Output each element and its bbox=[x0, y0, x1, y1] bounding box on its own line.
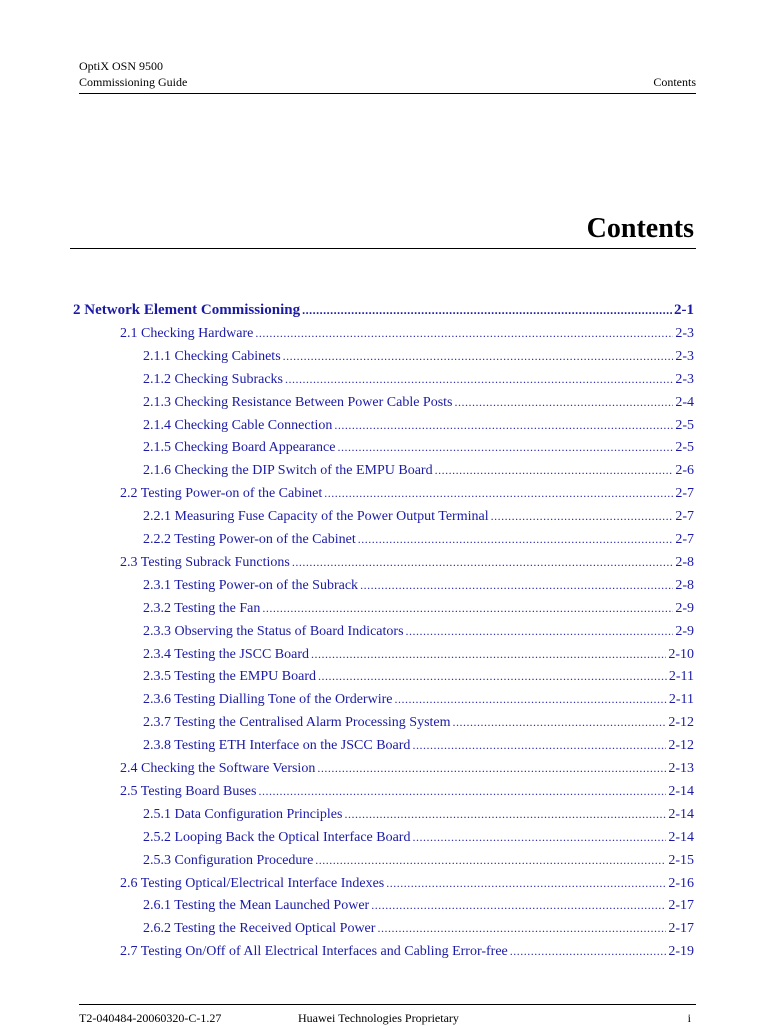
toc-dot-leader bbox=[386, 872, 666, 894]
toc-dot-leader bbox=[315, 849, 666, 871]
page-title: Contents bbox=[586, 213, 694, 244]
toc-dot-leader bbox=[435, 459, 674, 481]
toc-entry-label: 2.1.2 Checking Subracks bbox=[143, 371, 283, 387]
toc-entry-page: 2-7 bbox=[675, 509, 694, 525]
toc-entry-label: 2.5.2 Looping Back the Optical Interface Board bbox=[143, 829, 411, 845]
toc-entry-label: 2.3.4 Testing the JSCC Board bbox=[143, 646, 309, 662]
toc-entry[interactable] bbox=[143, 917, 694, 940]
toc-entry-page: 2-8 bbox=[675, 577, 694, 593]
footer-doc-id: T2-040484-20060320-C-1.27 bbox=[79, 1011, 222, 1025]
toc-entry[interactable] bbox=[120, 940, 694, 963]
toc-entry-page: 2-4 bbox=[675, 394, 694, 410]
toc-entry-page: 2-11 bbox=[668, 692, 694, 708]
toc-dot-leader bbox=[262, 597, 673, 619]
toc-entry-page: 2-14 bbox=[668, 783, 694, 799]
toc-dot-leader bbox=[285, 368, 673, 390]
toc-dot-leader bbox=[255, 322, 673, 344]
toc-entry-page: 2-15 bbox=[668, 852, 694, 868]
toc-entry-label: 2.5.3 Configuration Procedure bbox=[143, 852, 314, 868]
toc-entry-page: 2-19 bbox=[668, 944, 694, 960]
toc-dot-leader bbox=[258, 780, 666, 802]
toc-dot-leader bbox=[360, 574, 673, 596]
toc-entry-page: 2-14 bbox=[668, 806, 694, 822]
toc-entry-label: 2.3.7 Testing the Centralised Alarm Processing System bbox=[143, 715, 451, 731]
toc-entry-page: 2-5 bbox=[675, 417, 694, 433]
title-divider bbox=[70, 248, 696, 249]
toc-entry[interactable] bbox=[143, 391, 694, 414]
toc-entry[interactable] bbox=[143, 528, 694, 551]
toc-entry-label: 2.1.1 Checking Cabinets bbox=[143, 348, 281, 364]
toc-dot-leader bbox=[455, 391, 674, 413]
toc-dot-leader bbox=[317, 757, 666, 779]
toc-dot-leader bbox=[292, 551, 673, 573]
toc-dot-leader bbox=[377, 917, 666, 939]
toc-entry-page: 2-14 bbox=[668, 829, 694, 845]
toc-dot-leader bbox=[302, 299, 672, 321]
toc-entry[interactable] bbox=[120, 780, 694, 803]
toc-entry-label: 2.2.2 Testing Power-on of the Cabinet bbox=[143, 532, 356, 547]
toc-dot-leader bbox=[318, 665, 667, 687]
toc-dot-leader bbox=[334, 414, 673, 436]
toc-entry-label: 2.6 Testing Optical/Electrical Interface Indexes bbox=[120, 875, 385, 891]
toc-entry[interactable] bbox=[143, 436, 694, 459]
footer-company: Huawei Technologies Proprietary bbox=[298, 1011, 459, 1025]
toc-entry-page: 2-6 bbox=[675, 463, 694, 479]
toc-dot-leader bbox=[344, 803, 666, 825]
toc-entry-label: 2.6.1 Testing the Mean Launched Power bbox=[143, 898, 370, 914]
toc-entry[interactable] bbox=[143, 894, 694, 917]
toc-entry[interactable] bbox=[120, 322, 694, 345]
toc-entry[interactable] bbox=[143, 665, 694, 688]
header-section: Contents bbox=[653, 75, 696, 89]
toc-entry[interactable] bbox=[143, 803, 694, 826]
toc-entry[interactable] bbox=[143, 688, 694, 711]
toc-dot-leader bbox=[412, 826, 666, 848]
toc-entry-page: 2-10 bbox=[668, 646, 694, 662]
toc-entry-page: 2-1 bbox=[674, 302, 694, 318]
toc-entry[interactable] bbox=[143, 368, 694, 391]
toc-entry-label: 2.3.3 Observing the Status of Board Indicators bbox=[143, 623, 404, 639]
toc-dot-leader bbox=[324, 482, 673, 504]
toc-entry-label: 2.3.6 Testing Dialling Tone of the Orderwire bbox=[143, 692, 393, 708]
toc-dot-leader bbox=[394, 688, 666, 710]
toc-entry[interactable] bbox=[143, 459, 694, 482]
header-product: OptiX OSN 9500 bbox=[79, 59, 164, 73]
toc-entry-page: 2-3 bbox=[675, 325, 694, 341]
toc-entry-label: 2.5 Testing Board Buses bbox=[120, 783, 257, 799]
toc-entry-page: 2-9 bbox=[675, 600, 694, 616]
toc-entry[interactable] bbox=[143, 414, 694, 437]
toc-entry[interactable] bbox=[143, 734, 694, 757]
toc-entry-label: 2.3.8 Testing ETH Interface on the JSCC Board bbox=[143, 738, 411, 754]
toc-entry-label: 2.6.2 Testing the Received Optical Power bbox=[143, 921, 376, 937]
toc-entry-page: 2-7 bbox=[675, 486, 694, 502]
toc-entry[interactable] bbox=[73, 299, 694, 321]
toc-entry-label: 2.1 Checking Hardware bbox=[120, 325, 254, 341]
toc-entry[interactable] bbox=[143, 597, 694, 620]
toc-dot-leader bbox=[491, 505, 674, 527]
toc-entry[interactable] bbox=[120, 757, 694, 780]
toc-entry[interactable] bbox=[120, 551, 694, 574]
toc-entry-label: 2.1.4 Checking Cable Connection bbox=[143, 417, 333, 433]
header-guide: Commissioning Guide bbox=[79, 75, 188, 89]
toc-entry-label: 2.2.1 Measuring Fuse Capacity of the Power Output Terminal bbox=[143, 509, 489, 525]
toc-entry-page: 2-13 bbox=[668, 761, 694, 776]
toc-entry-label: 2.7 Testing On/Off of All Electrical Interfaces and Cabling Error-free bbox=[120, 944, 508, 960]
toc-entry-page: 2-12 bbox=[668, 738, 694, 754]
toc-dot-leader bbox=[453, 711, 667, 733]
toc-entry-label: 2.1.5 Checking Board Appearance bbox=[143, 440, 336, 456]
toc-entry[interactable] bbox=[143, 345, 694, 368]
page-header bbox=[79, 58, 696, 94]
page-footer bbox=[79, 1004, 696, 1025]
toc-entry-label: 2 Network Element Commissioning bbox=[73, 302, 301, 318]
toc-entry-label: 2.4 Checking the Software Version bbox=[120, 761, 316, 776]
toc-entry-page: 2-16 bbox=[668, 875, 694, 891]
toc-entry-page: 2-17 bbox=[668, 921, 694, 937]
toc-entry-label: 2.3.1 Testing Power-on of the Subrack bbox=[143, 577, 359, 593]
toc-entry-label: 2.3.2 Testing the Fan bbox=[143, 600, 261, 616]
header-left bbox=[79, 58, 187, 90]
toc-entry-page: 2-11 bbox=[668, 669, 694, 685]
toc-entry[interactable] bbox=[143, 574, 694, 597]
toc-entry-label: 2.1.6 Checking the DIP Switch of the EMPU Board bbox=[143, 463, 433, 479]
toc-entry-page: 2-3 bbox=[675, 371, 694, 387]
toc-entry[interactable] bbox=[120, 872, 694, 895]
toc-entry-label: 2.3.5 Testing the EMPU Board bbox=[143, 669, 316, 685]
toc-dot-leader bbox=[311, 643, 666, 665]
toc-entry-label: 2.3 Testing Subrack Functions bbox=[120, 554, 290, 570]
toc-entry-page: 2-8 bbox=[675, 554, 694, 570]
toc-entry[interactable] bbox=[143, 826, 694, 849]
footer-page-number: i bbox=[687, 1011, 691, 1025]
toc-entry[interactable] bbox=[143, 849, 694, 872]
toc-entry-label: 2.5.1 Data Configuration Principles bbox=[143, 806, 343, 822]
toc-entry-page: 2-12 bbox=[668, 715, 694, 731]
toc-entry-label: 2.1.3 Checking Resistance Between Power Cable Posts bbox=[143, 394, 453, 410]
toc-entry-page: 2-5 bbox=[675, 440, 694, 456]
toc-dot-leader bbox=[406, 620, 674, 642]
toc-dot-leader bbox=[371, 894, 666, 916]
toc-entry-page: 2-9 bbox=[675, 623, 694, 639]
toc-entry[interactable] bbox=[120, 482, 694, 505]
toc-entry[interactable] bbox=[143, 711, 694, 734]
toc-entry-page: 2-17 bbox=[668, 898, 694, 914]
toc-dot-leader bbox=[337, 436, 673, 458]
toc-entry-page: 2-7 bbox=[675, 532, 694, 547]
toc-entry-label: 2.2 Testing Power-on of the Cabinet bbox=[120, 486, 323, 502]
toc-entry[interactable] bbox=[143, 505, 694, 528]
toc-entry[interactable] bbox=[143, 620, 694, 643]
toc-dot-leader bbox=[412, 734, 666, 756]
toc-dot-leader bbox=[510, 940, 667, 962]
toc-entry[interactable] bbox=[143, 643, 694, 666]
toc-dot-leader bbox=[358, 528, 674, 550]
toc-dot-leader bbox=[283, 345, 674, 367]
toc-entry-page: 2-3 bbox=[675, 348, 694, 364]
